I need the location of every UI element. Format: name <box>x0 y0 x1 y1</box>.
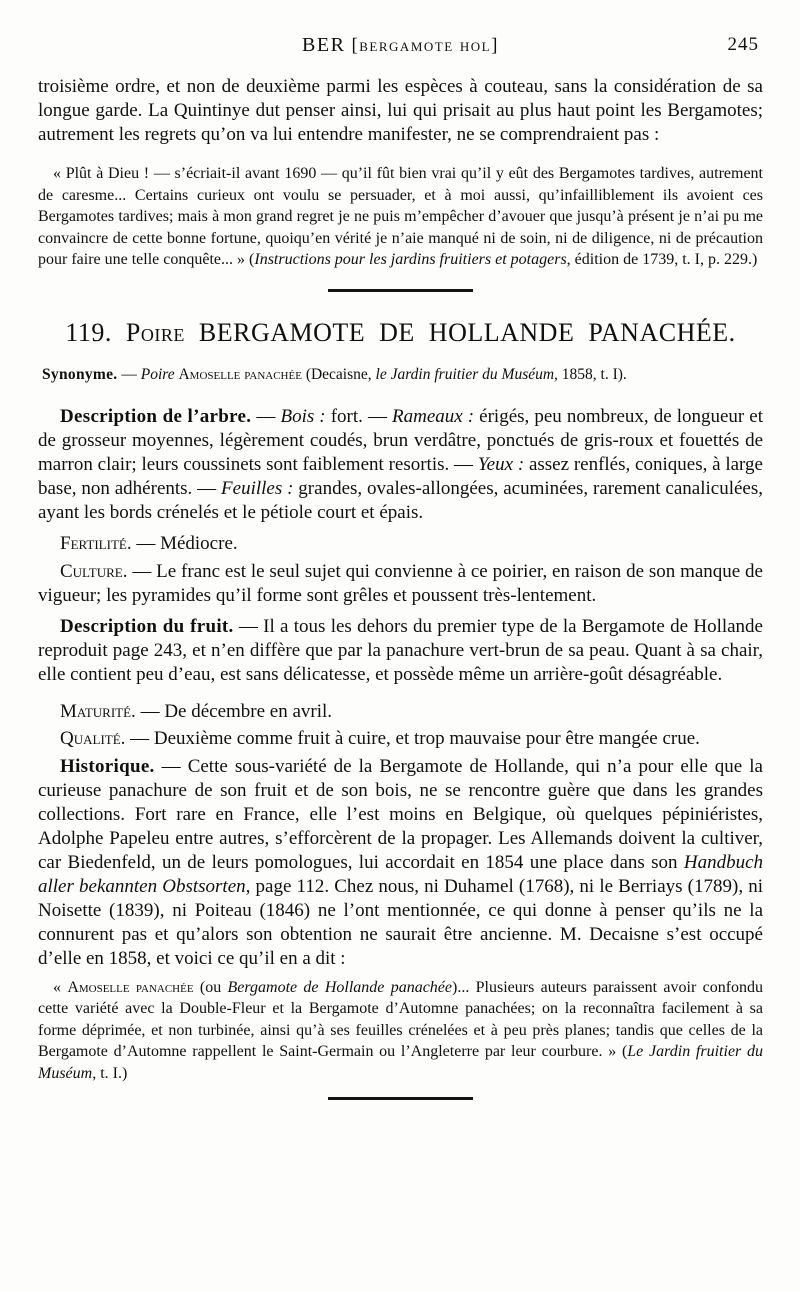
text-segment: troisième ordre, et non de deuxième parmi les espèces à couteau, sans la considération de sa longue garde. La Quintinye dut penser ainsi, lui qui prisait au plus haut point les Bergamotes; autrement les regrets qu’on va lui entendre manifester, ne se comprendraient pas : <box>38 76 763 145</box>
text-segment: , t. I.) <box>92 1064 128 1082</box>
text-segment: Instructions pour les jardins fruitiers et potagers <box>254 251 567 268</box>
paragraph-qualite <box>38 727 763 751</box>
text-segment: Culture. <box>60 560 128 582</box>
text-segment: grandes, ovales-allongées, acuminées, rarement canaliculées, ayant les bords crénelés et le pétiole court et épais. <box>38 477 764 523</box>
text-segment: BERGAMOTE DE HOLLANDE PANACHÉE. <box>184 317 736 347</box>
text-segment: — De décembre en avril. <box>135 700 333 722</box>
text-segment: )... Plusieurs auteurs paraissent avoir confondu cette variété avec la Double-Fleur et la Bergamote d’Automne panachées; on la reconnaîtra facilement à sa forme déprimée, et non turbinée, ainsi qu’à ses feuilles crénelées et à peu près planes; tandis que celles de la Bergamote d’Automne rappellent le Saint-Germain ou l’Angleterre par leur courbure. » ( <box>38 978 764 1060</box>
text-segment: , 1858, t. I). <box>554 365 627 383</box>
text-segment: — <box>251 405 281 427</box>
text-segment: Historique. <box>60 755 155 777</box>
text-segment: Bergamote de Hollande panachée <box>227 978 452 996</box>
page-number: 245 <box>727 34 759 55</box>
text-segment: 119. <box>65 317 126 347</box>
running-head <box>38 34 763 60</box>
text-segment: Synonyme. <box>42 365 118 383</box>
text-segment: Description de l’arbre. <box>60 405 252 427</box>
text-segment: le Jardin fruitier du Muséum <box>375 365 555 383</box>
synonym-line <box>38 365 763 385</box>
text-segment: — Il a tous les dehors du premier type de la Bergamote de Hollande reproduit page 243, et n’en diffère que par la panachure vert-brun de sa peau. Quant à sa chair, elle contient peu d’eau, est sans délicatesse, et possède même un arrière-goût désagréable. <box>38 615 763 685</box>
running-title-section: BER <box>302 34 346 56</box>
text-segment: , édition de 1739, t. I, p. 229.) <box>566 251 758 268</box>
paragraph-description-fruit <box>38 615 763 687</box>
text-segment: Yeux : <box>477 453 525 475</box>
text-segment: fort. — <box>325 405 393 427</box>
text-segment: « Plût à Dieu ! — s’écriait-il avant 1690 — qu’il fût bien vrai qu’il y eût des Bergamotes tardives, autrement de caresme... Certains curieux ont voulu se persuader, et à moi aussi, qu’infailliblement ils avoient ces Bergamotes tardives; mais à mon grand regret je ne puis m’empêcher d’avouer que jusqu’à présent je n’ai pu me convaincre de cette bonne fortune, quoiqu’en vérité je n’aie manqué ni de soin, ni de diligence, ni de précaution pour faire une telle conquête... » ( <box>38 165 763 268</box>
text-segment: , page 112. Chez nous, ni Duhamel (1768), ni le Berriays (1789), ni Noisette (1839), ni Poiteau (1846) ne l’ont mentionnée, ce qui donne à penser qu’ils ne la connurent pas et qu’alors son obtention ne saurait être ancienne. M. Decaisne s’est occupé d’elle en 1858, et voici ce qu’il en a dit : <box>38 875 764 969</box>
running-title-bracket: [bergamote hol] <box>351 35 499 56</box>
text-segment: — Cette sous-variété de la Bergamote de Hollande, qui n’a pour elle que la curieuse panachure de son fruit et de son bois, ne se rencontre guère que dans les grandes collections. Fort rare en France, elle l’est moins en Belgique, où quelques pépiniéristes, Adolphe Papeleu entre autres, s’efforcèrent de la propager. Les Allemands doivent la cultiver, car Biedenfeld, un de leurs pomologues, lui accordait en 1854 une place dans son <box>38 755 763 873</box>
paragraph-historique <box>38 755 763 971</box>
paragraph-maturite <box>38 700 763 724</box>
text-segment: Amoselle panachée <box>178 365 302 383</box>
end-divider <box>328 1097 473 1100</box>
paragraph-continuation <box>38 75 763 147</box>
text-segment: érigés, peu nombreux, de longueur et de grosseur moyennes, légèrement coudés, brun verdâtre, ponctués de gris-roux et fouettés de marron clair; leurs coussinets sont faiblement resortis. — <box>38 405 764 475</box>
text-segment: Feuilles : <box>221 477 294 499</box>
text-segment: Amoselle panachée <box>67 978 194 996</box>
paragraph-culture <box>38 560 763 608</box>
text-segment: — Deuxième comme fruit à cuire, et trop mauvaise pour être mangée crue. <box>125 727 700 749</box>
section-divider <box>328 289 473 292</box>
text-segment: — Le franc est le seul sujet qui convienne à ce poirier, en raison de son manque de vigueur; les pyramides qu’il forme sont grêles et poussent très-lentement. <box>38 560 763 606</box>
quote-la-quintinye <box>38 163 763 271</box>
text-segment: Rameaux : <box>392 405 475 427</box>
text-segment: — Médiocre. <box>131 532 238 554</box>
text-segment: Bois : <box>280 405 326 427</box>
text-segment: (ou <box>193 978 228 996</box>
paragraph-description-arbre <box>38 405 763 525</box>
text-segment: Handbuch aller bekannten Obstsorten <box>38 851 763 897</box>
text-segment: (Decaisne, <box>301 365 376 383</box>
quote-decaisne <box>38 977 763 1085</box>
text-segment: Poire <box>140 365 175 383</box>
text-segment: Maturité. <box>60 700 136 722</box>
text-segment: Description du fruit. <box>60 615 234 637</box>
text-segment: Le Jardin fruitier du Muséum <box>38 1043 764 1082</box>
text-segment: « <box>53 978 68 996</box>
paragraph-fertilite <box>38 532 763 556</box>
text-segment: assez renflés, coniques, à large base, non adhérents. — <box>38 453 763 499</box>
text-segment: Fertilité. <box>60 532 132 554</box>
text-segment: Poire <box>125 317 185 347</box>
text-segment: — <box>117 365 141 383</box>
text-segment: Qualité. <box>60 727 126 749</box>
article-title <box>38 317 763 348</box>
